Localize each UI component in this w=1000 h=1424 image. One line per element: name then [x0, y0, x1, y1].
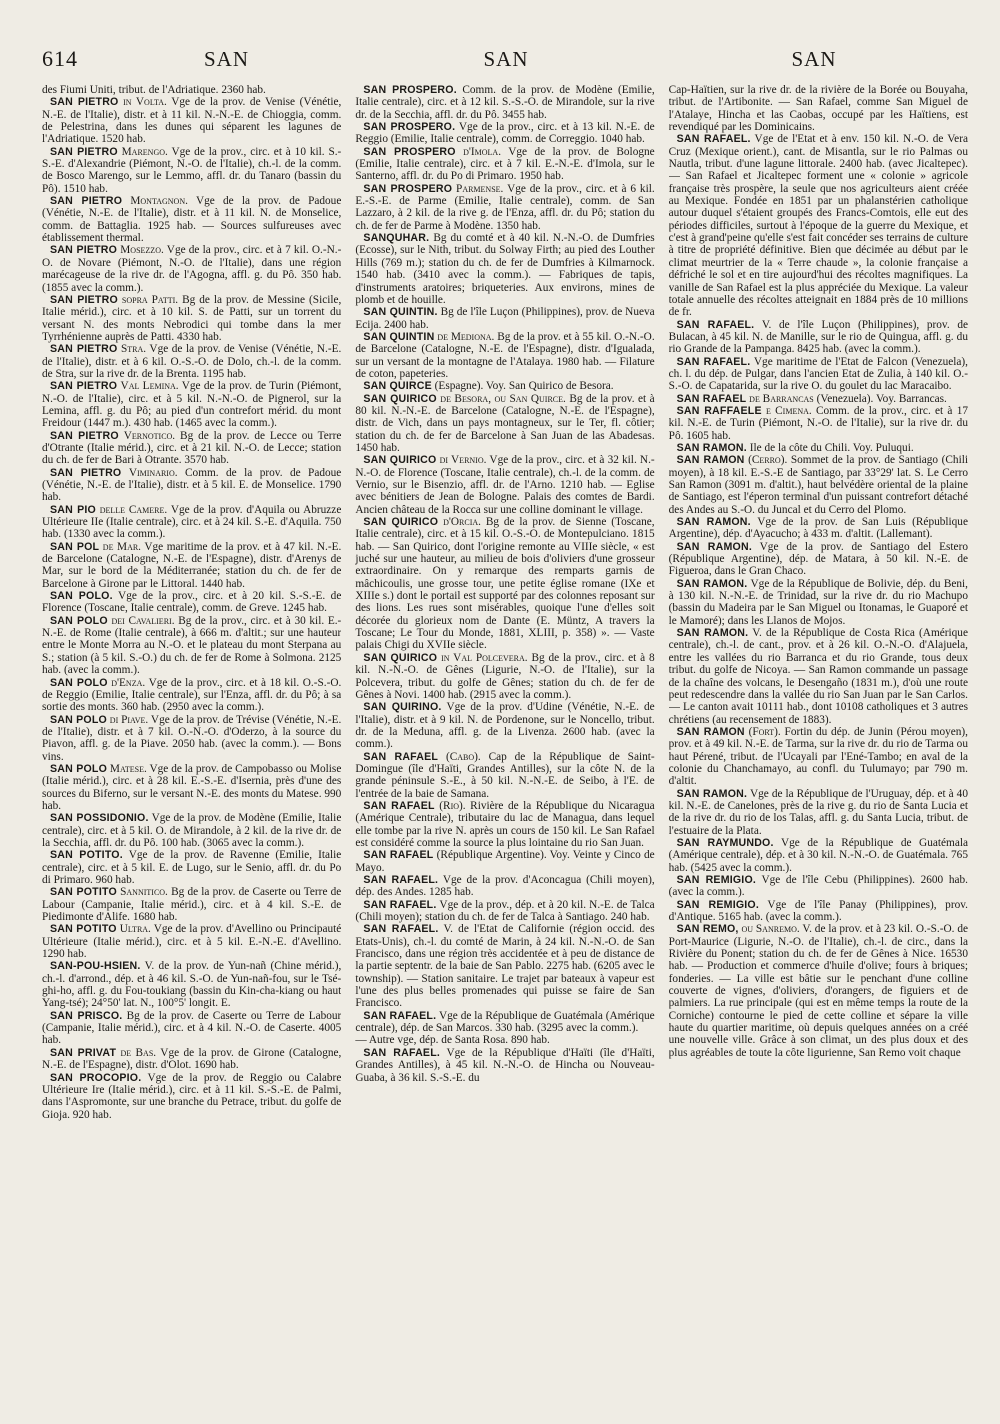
dictionary-entry [669, 788, 968, 837]
entry-subheading: d'Imola. [463, 145, 502, 158]
entry-headword: SAN RAFAEL. [363, 923, 439, 936]
entry-text: Vge de la prov. de Modène (Emilie, Italie centrale), circ. et à 5 kil. O. de Mirandole, à 2 kil. de la rive dr. de la Secchia, affl. dr. du Pô. 100 hab. (3065 avec la comm.). [42, 812, 342, 849]
entry-headword: SAN POLO. [50, 590, 113, 603]
dictionary-entry [669, 726, 968, 788]
entry-subheading: (Rio). [439, 799, 466, 812]
dictionary-entry [355, 899, 654, 924]
entry-subheading: dei Cavalieri. [111, 614, 175, 627]
entry-headword: SAN PIETRO [50, 96, 119, 109]
entry-headword: SAN PROSPERO. [363, 84, 457, 96]
entry-subheading: Marengo. [121, 145, 168, 158]
entry-text: Fortin du dép. de Junin (Pérou moyen), prov. et à 49 kil. N.-E. de Tarma, sur la rive dr. du rio de Tarma ou haut Pérené, tribut. de l'Ucayali par l'Ené-Tambo; en aval de la colonie du Chanchamayo, au confl. du Tulumayo; par 790 m. d'altit. [668, 725, 968, 788]
entry-headword: SAN QUIRICO [363, 651, 438, 664]
entry-subheading: Parmense. [456, 182, 504, 195]
entry-headword: SAN POLO [50, 713, 107, 726]
entry-text: Comm. de la prov. de Padoue (Vénétie, N.-E. de l'Italie), distr. et à 5 kil. E. de Monselice. 1790 hab. [42, 466, 342, 504]
dictionary-entry [355, 146, 654, 183]
dictionary-entry [355, 874, 654, 899]
dictionary-entry [42, 960, 341, 1009]
entry-headword: SAN PIETRO [50, 380, 118, 393]
dictionary-entry [669, 874, 968, 899]
entry-text: Vge de la prov. de San Luis (République Argentine), dép. d'Ayacucho; à 433 m. d'altit. (Lallemant). [668, 516, 968, 541]
entry-text: Bg du comté et à 40 kil. N.-N.-O. de Dumfries (Ecosse), sur le Nith, tribut. du Solway Firth; au pied des Louther Hills (769 m.); station du ch. de fer de Dumfries à Kilmarnock. 1540 hab. (3410 avec la comm.). — Fabriques de tapis, d'instruments aratoires; briqueteries. Aux environs, mines de plomb et de houille. [355, 232, 655, 306]
entry-headword: SAN-POU-HSIEN. [50, 960, 141, 973]
entry-headword: SAN RAMON [676, 454, 745, 467]
entry-headword: SAN REMIGIO. [676, 874, 757, 886]
entry-headword: SAN PIETRO [50, 145, 118, 158]
dictionary-entry [355, 183, 654, 232]
dictionary-entry [355, 1034, 654, 1046]
entry-headword: SAN PIETRO [50, 293, 118, 306]
entry-text: Bg de la prov. de Lecce ou Terre d'Otrante (Italie mérid.), circ. et à 21 kil. N.-O. de Lecce; station du ch. de fer de Bari à Otrante. 3570 hab. [42, 429, 342, 467]
entry-text: Bg de l'île Luçon (Philippines), prov. de Nueva Ecija. 2400 hab. [355, 306, 655, 331]
entry-headword: SAN RAMON. [676, 577, 748, 590]
entry-headword: SAN PIETRO [50, 195, 123, 208]
entry-text: (République Argentine). Voy. Veinte y Cinco de Mayo. [355, 849, 655, 874]
dictionary-entry [355, 393, 654, 455]
entry-headword: SAN RAFFAELE [676, 404, 762, 417]
entry-text: Vge de la prov. d'Aquila ou Abruzze Ultérieure IIe (Italie centrale), circ. et à 24 kil. S.-E. d'Aquila. 750 hab. (1330 avec la comm.). [42, 503, 342, 541]
entry-headword: SAN POLO [50, 676, 108, 689]
entry-text: des Fiumi Uniti, tribut. de l'Adriatique. 2360 hab. [42, 84, 266, 96]
entry-text: Vge maritime de la prov. et à 47 kil. N.-E. de Barcelone (Catalogne, N.-E. de l'Espagne), distr. d'Arenys de Mar, sur le bord de la Méditerranée; station du ch. de fer de Barcelone à Girone par le Littoral. 1440 hab. [42, 540, 342, 590]
entry-text: — Autre vge, dép. de Santa Rosa. 890 hab. [355, 1034, 550, 1047]
entry-text: Vge de la République de Guatémala (Amérique centrale), dép. et à 30 kil. N.-N.-O. de Guatémala. 765 hab. (5425 avec la comm.). [668, 836, 968, 874]
entry-text: Vge de la prov., dép. et à 20 kil. N.-E. de Talca (Chili moyen); station du ch. de fer de Talca à Santiago. 240 hab. [355, 898, 655, 924]
entry-text: Bg de la prov., circ. et à 30 kil. E.-N.-E. de Rome (Italie centrale), à 666 m. d'altit.; sur une hauteur entre le Monte Morra au N.-O. et le plateau du mont Sterpana au S.; station (à 5 kil. S.-O.) du ch. de fer de Rome à Solmona. 2125 hab. (avec la comm.). [42, 614, 342, 677]
running-header [42, 34, 968, 72]
entry-headword: SAN RAMON. [676, 441, 747, 454]
entry-subheading: in Volta. [123, 96, 167, 109]
dictionary-entry [42, 763, 341, 812]
entry-text: Vge de la prov., circ. et à 20 kil. S.-S.-E. de Florence (Toscane, Italie centrale), comm. de Greve. 1245 hab. [42, 590, 342, 615]
entry-headword: SAN RAFAEL. [676, 318, 755, 331]
entry-text: Ile de la côte du Chili. Voy. Puluqui. [749, 441, 914, 454]
dictionary-entry [669, 84, 968, 133]
entry-subheading: ou Sanremo. [741, 923, 800, 936]
dictionary-entry [42, 849, 341, 886]
entry-headword: SAN QUINTIN. [363, 306, 438, 319]
dictionary-entry [42, 467, 341, 504]
dictionary-entry [669, 356, 968, 393]
dictionary-entry [42, 294, 341, 343]
dictionary-entry [42, 84, 341, 96]
entry-text: V. de l'île Luçon (Philippines), prov. de Bulacan, à 45 kil. N. de Manille, sur le rio de Quingua, affl. g. du rio Grande de la Pampanga. 8425 hab. (avec la comm.). [668, 318, 968, 356]
entry-text: Vge de la prov. de Trévise (Vénétie, N.-E. de l'Italie), distr. et à 7 kil. O.-N.-O. d'Oderzo, à la source du Piavon, affl. g. de la Piave. 2050 hab. (avec la comm.). — Bons vins. [42, 713, 342, 763]
entry-text: Vge de la prov. de Turin (Piémont, N.-O. de l'Italie), circ. et à 5 kil. N.-N.-O. de Pignerol, sur la Lemina, affl. g. du Pô; au pied d'un contrefort mérid. du mont Freidour (1447 m.). 430 hab. (1465 avec la comm.). [42, 380, 342, 430]
entry-headword: SAN RAMON. [676, 627, 749, 640]
entry-headword: SAN QUIRINO. [363, 701, 442, 714]
entry-subheading: d'Orcia. [443, 516, 481, 529]
entry-text: Vge de la prov. d'Avellino ou Principauté Ultérieure (Italie mérid.), circ. et à 5 kil. E.-N.-E. d'Avellino. 1290 hab. [42, 923, 342, 961]
dictionary-entry [355, 800, 654, 849]
entry-text: Bg de la prov. de Messine (Sicile, Italie mérid.), circ. et à 10 kil. S. de Patti, sur un torrent du versant N. des monts Nebrodici qui tombe dans la mer Tyrrhénienne auprès de Patti. 4330 hab. [42, 293, 342, 343]
dictionary-entry [669, 319, 968, 356]
entry-text: Vge de la prov. de Girone (Catalogne, N.-E. de l'Espagne), distr. d'Olot. 1690 hab. [42, 1046, 342, 1072]
page-number: 614 [42, 46, 78, 71]
dictionary-entry [355, 232, 654, 306]
entry-headword: SAN RAYMUNDO. [676, 836, 774, 849]
entry-headword: SAN POL [50, 540, 100, 553]
entry-headword: SAN PIETRO [50, 466, 122, 479]
entry-text: Vge de la République d'Haïti (île d'Haïti, Grandes Antilles), à 45 kil. N.-N.-O. de Hincha ou Nouveau-Guaba, à 36 kil. S.-S.-E. du [355, 1046, 655, 1084]
entry-subheading: di Vernio. [439, 454, 487, 467]
text-columns [42, 84, 968, 1121]
entry-text: Comm. de la prov., circ. et à 17 kil. N.-E. de Turin (Piémont, N.-O. de l'Italie), sur la rive dr. du Pô. 1605 hab. [668, 404, 968, 442]
dictionary-entry [355, 701, 654, 750]
entry-text: Vge de la République de l'Uruguay, dép. et à 40 kil. N.-E. de Canelones, près de la rive g. du rio de Santa Lucia et de la rive dr. du rio de los Talas, affl. g. du Santa Lucia, tribut. de l'estuaire de la Plata. [668, 787, 968, 837]
dictionary-entry [669, 923, 968, 1059]
entry-subheading: di Piave. [109, 713, 149, 726]
entry-headword: SAN PROCOPIO. [50, 1071, 142, 1084]
entry-headword: SAN RAFAEL. [676, 133, 751, 146]
dictionary-entry [42, 380, 341, 429]
entry-text: V. de la République de Costa Rica (Amérique centrale), ch.-l. de cant., prov. et à 26 kil. O.-N.-O. d'Alajuela, entre les vallées du rio Barranca et du rio Grande, tous deux tribut. du golfe de Nicoya. — San Ramon commande un passage de la chaîne des volcans, le Desengaño (1831 m.), d'où une route peut redescendre dans la vallée du rio San Juan par le San Carlos. — Le canton avait 10111 hab., dont 10108 catholiques et 3 autres chrétiens (au recensement de 1883). [668, 627, 968, 726]
dictionary-entry [669, 393, 968, 405]
entry-headword: SAN RAFAEL. [363, 1046, 441, 1059]
entry-headword: SAN POSSIDONIO. [50, 812, 149, 825]
entry-headword: SAN POLO [50, 614, 108, 627]
entry-subheading: Mosezzo. [120, 244, 164, 257]
dictionary-entry [42, 615, 341, 677]
entry-text: Vge de la République de Bolivie, dép. du Beni, à 130 kil. N.-N.-E. de Trinidad, sur la rive dr. du rio Machupo (bassin du Madeira par le San Miguel ou Itonamas, le Guaporé et le Mamoré); dans les Llanos de Mojos. [668, 577, 968, 627]
entry-subheading: Matese. [109, 762, 147, 775]
dictionary-entry [42, 677, 341, 714]
entry-headword: SAN QUIRICO [363, 454, 437, 467]
entry-subheading: (Cerro). [748, 454, 788, 467]
dictionary-entry [355, 454, 654, 516]
entry-subheading: e Cimena. [765, 404, 812, 417]
entry-text: Bg de la prov. et à 55 kil. O.-N.-O. de Barcelone (Catalogne, N.-E. de l'Espagne), distr. d'Igualada, sur un versant de la montagne de l'Atalaya. 1980 hab. — Filature de coton, papeteries. [355, 330, 655, 380]
dictionary-entry [42, 504, 341, 541]
column-left [42, 84, 341, 1121]
entry-headword: SAN PRISCO. [50, 1009, 123, 1022]
dictionary-entry [669, 516, 968, 541]
entry-headword: SAN PIO [50, 503, 96, 516]
dictionary-entry [42, 244, 341, 293]
entry-text: Cap de la République de Saint-Domingue (île d'Haïti, Grandes Antilles), sur la côte N. de la grande péninsule S.-E., à 50 kil. N.-N.-E. de Seibo, à l'E. de l'entrée de la baie de Samana. [355, 750, 655, 800]
entry-text: Vge de la prov., circ. et à 32 kil. N.-N.-O. de Florence (Toscane, Italie centrale), ch.-l. de la comm. de Vernio, sur le Bisenzio, affl. dr. de l'Arno. 1210 hab. — Eglise avec bénitiers de Jean de Bologne. Palais des comtes de Bardi. Ancien château de la Rocca sur une colline dominant le village. [355, 454, 655, 516]
dictionary-entry [42, 886, 341, 923]
dictionary-entry [669, 541, 968, 578]
entry-text: Bg de la prov. de Caserte ou Terre de Labour (Campanie, Italie mérid.), circ. et à 4 kil. S.-E. de Piedimonte d'Alife. 1680 hab. [42, 886, 342, 924]
running-head-left: SAN [204, 47, 250, 71]
entry-text: Vge de la prov., circ. et à 10 kil. S.-S.-E. d'Alexandrie (Piémont, N.-O. de l'Italie), ch.-l. de la comm. de Bosco Marengo, sur le Lemmo, affl. dr. du Tanaro (bassin du Pô). 1510 hab. [42, 145, 342, 195]
entry-text: Bg de la prov. de Sienne (Toscane, Italie centrale), circ. et à 15 kil. O.-S.-O. de Montepulciano. 1815 hab. — San Quirico, dont l'origine remonte au VIIIe siècle, « est juché sur une hauteur, au milieu de bois d'oliviers d'une grosseur extraordinaire. On y remarque des remparts garnis de mâchicoulis, une grosse tour, une petite église romane (IXe et XIIIe s.) dont le portail est supporté par des colonnes reposant sur des lions. Les rues sont misérables, quoique l'une d'elles soit décorée du glorieux nom de Dante (E. Müntz, A travers la Toscane; Le Tour du Monde, 1881, XLIII, p. 358) ». — Vaste palais Chigi du XVIIe siècle. [355, 516, 655, 652]
entry-text: Comm. de la prov. de Modène (Emilie, Italie centrale), circ. et à 12 kil. S.-S.-O. de Mirandole, sur la rive dr. de la Secchia, affl. dr. du Pô. 3455 hab. [355, 84, 655, 121]
entry-subheading: in Val Polcevera. [441, 651, 528, 664]
dictionary-entry [355, 923, 654, 1009]
dictionary-entry [669, 405, 968, 442]
dictionary-entry [42, 923, 341, 960]
dictionary-entry [355, 84, 654, 121]
entry-headword: SAN POTITO. [50, 849, 123, 862]
entry-subheading: Montagnon. [130, 195, 188, 208]
entry-text: Vge de la prov. de Bologne (Emilie, Italie centrale), circ. et à 7 kil. E.-N.-E. d'Imola, sur le Santerno, affl. dr. du Po di Primaro. 1950 hab. [355, 145, 655, 183]
entry-subheading: sopra Patti. [121, 293, 179, 306]
entry-subheading: de Bas. [120, 1046, 157, 1059]
running-head-right: SAN [791, 47, 837, 71]
dictionary-entry [669, 837, 968, 874]
entry-subheading: (Cabo). [445, 750, 481, 763]
column-right [669, 84, 968, 1121]
entry-subheading: Stra. [120, 343, 147, 356]
entry-headword: SAN POTITO [50, 886, 117, 899]
entry-text: Vge de la prov. de Venise (Vénétie, N.-E. de l'Italie), distr. et à 11 kil. N.-N.-E. de Chioggia, comm. de Pelestrina, dans les dunes qui séparent les lagunes de l'Adriatique. 1520 hab. [42, 96, 342, 146]
entry-headword: SAN RAFAEL. [363, 1009, 437, 1022]
entry-text: Rivière de la République du Nicaragua (Amérique Centrale), tributaire du lac de Managua, dans lequel elle tombe par la rive N. après un cours de 150 kil. Le San Rafael est considéré comme la source la plus lointaine du rio San Juan. [355, 799, 655, 849]
entry-text: Vge de la prov. de Campobasso ou Molise (Italie mérid.), circ. et à 28 kil. E.-S.-E. d'Isernia, près d'une des sources du Biferno, sur le versant N.-E. des monts du Matese. 990 hab. [42, 762, 342, 812]
entry-text: Vge de la prov., circ. et à 18 kil. O.-S.-O. de Reggio (Emilie, Italie centrale), sur l'Enza, affl. dr. du Pô; à sa sortie des monts. 360 hab. (2950 avec la comm.). [42, 676, 342, 714]
dictionary-entry [669, 899, 968, 924]
dictionary-entry [42, 1047, 341, 1072]
dictionary-entry [355, 849, 654, 874]
entry-text: Vge de l'Etat et à env. 150 kil. N.-O. de Vera Cruz (Mexique orient.), cant. de Misantla, sur le rio Palmas ou Nautla, tribut. d'une lagune littorale. 2400 hab. (avec Jicaltepec). — San Rafael et Jicaltepec forment une « colonie » agricole française très prospère, la seule que nos agriculteurs aient créée au Mexique. Fondée en 1851 par un phalanstérien catholique autour duquel s'étaient groupés des Francs-Comtois, elle eut des périodes difficiles, surtout à l'époque de la guerre du Mexique, et c'est à grand'peine qu'elle s'est fait concéder ses terrains de culture à titre de propriété définitive. Bien que décimée au début par le climat meurtrier de la « Terre chaude », la colonie française a défriché le sol et en tire aujourd'hui des récoltes magnifiques. La vanille de San Rafael est la plus appréciée du Mexique. La valeur totale annuelle des récoltes atteignait en 1884 près de 10 millions de fr. [668, 133, 968, 319]
dictionary-entry [42, 1010, 341, 1047]
entry-text: Cap-Haïtien, sur la rive dr. de la rivière de la Borée ou Bouyaha, tribut. de l'Artibonite. — San Rafael, comme San Miguel de l'Atalaye, Hincha et las Caobas, occupé par les Haïtiens, est revendiqué par les Dominicains. [668, 84, 968, 134]
entry-headword: SAN PIETRO [50, 244, 118, 257]
dictionary-entry [355, 121, 654, 146]
entry-subheading: Viminario. [128, 466, 178, 479]
entry-headword: SAN RAFAEL [363, 799, 435, 812]
entry-subheading: (Fort). [748, 725, 781, 738]
entry-text: Vge maritime de l'Etat de Falcon (Venezuela), ch. l. du dép. de Pulgar, dans l'ancien Etat de Zulia, à 140 kil. O.-S.-O. de Capatarida, sur la rive O. du goulet du lac Maracaibo. [668, 355, 968, 393]
entry-headword: SAN REMIGIO. [676, 898, 759, 911]
entry-text: (Espagne). Voy. San Quirico de Besora. [434, 380, 614, 393]
dictionary-entry [355, 306, 654, 331]
entry-headword: SAN PIETRO [50, 429, 119, 442]
running-head-center: SAN [483, 47, 529, 71]
entry-text: Vge de la prov., circ. et à 13 kil. N.-E. de Reggio (Emilie, Italie centrale), comm. de Correggio. 1040 hab. [355, 121, 655, 146]
entry-headword: SAN RAFAEL [676, 392, 747, 405]
entry-headword: SAN RAFAEL [363, 750, 439, 763]
entry-headword: SAN QUIRICO [363, 516, 439, 529]
entry-headword: SAN PROSPERO [363, 182, 453, 195]
entry-headword: SAN RAMON. [676, 540, 752, 553]
dictionary-entry [42, 146, 341, 195]
dictionary-entry [355, 1010, 654, 1035]
dictionary-entry [42, 714, 341, 763]
dictionary-entry [355, 516, 654, 652]
dictionary-entry [355, 751, 654, 800]
entry-headword: SAN RAMON. [676, 516, 751, 529]
entry-text: Vge de la prov. de Santiago del Estero (République Argentine), dép. de Matara, à 50 kil. N.-E. de Figueroa, dans le Gran Chaco. [668, 540, 968, 578]
dictionary-entry [669, 454, 968, 516]
column-middle [355, 84, 654, 1121]
entry-headword: SAN PROSPERO. [363, 121, 456, 134]
entry-subheading: Ultra. [119, 923, 151, 936]
entry-subheading: delle Camere. [99, 503, 168, 516]
dictionary-entry [42, 590, 341, 615]
dictionary-entry [42, 430, 341, 467]
entry-subheading: de Mediona. [437, 330, 495, 343]
entry-headword: SAN REMO, [676, 923, 739, 936]
entry-headword: SAN RAMON. [676, 787, 748, 800]
entry-text: Bg de la prov., circ. et à 8 kil. N.-N.-O. de Gênes (Ligurie, N.-O. de l'Italie), sur la Polcevera, tribut. du golfe de Gênes; station du ch. de fer de Gênes à Novi. 1400 hab. (2915 avec la comm.). [355, 651, 655, 701]
entry-headword: SAN RAFAEL. [676, 355, 751, 368]
dictionary-entry [669, 442, 968, 454]
entry-text: Vge de l'île Panay (Philippines), prov. d'Antique. 5165 hab. (avec la comm.). [668, 898, 968, 924]
entry-text: Bg de la prov. de Caserte ou Terre de Labour (Campanie, Italie mérid.), circ. et à 4 kil. N.-O. de Caserte. 4005 hab. [42, 1009, 342, 1047]
entry-subheading: d'Enza. [111, 676, 146, 689]
entry-headword: SAN PIETRO [50, 343, 118, 356]
entry-text: V. de l'Etat de Californie (région occid. des Etats-Unis), ch.-l. du comté de Marin, à 24 kil. N.-N.-O. de San Francisco, dans une région très accidentée et à peu de distance de la partie septentr. de la baie de San Pablo. 2275 hab. (6205 avec le township). — Station sanitaire. Le trajet par bateaux à vapeur est l'une des plus belles promenades qui puisse se faire de San Francisco. [355, 923, 655, 1010]
entry-text: Vge de la prov. de Reggio ou Calabre Ultérieure Ire (Italie mérid.), circ. et à 11 kil. S.-S.-E. de Palmi, dans l'Aspromonte, sur une branche du Petrace, tribut. du golfe de Gioja. 920 hab. [42, 1071, 342, 1121]
dictionary-entry [355, 331, 654, 380]
entry-text: V. de la prov. et à 23 kil. O.-S.-O. de Port-Maurice (Ligurie, N.-O. de l'Italie), ch.-l. de circ., dans la Rivière du Ponent; station du ch. de fer de Gênes à Nice. 16530 hab. — Production et commerce d'huile d'olive; fours à briques; fonderies. — La ville est bâtie sur le penchant d'une colline couverte de vignes, d'oliviers, d'orangers, de figuiers et de palmiers. La rue principale (qui est en même temps la route de la Corniche) contourne le pied de cette colline et sépare la ville haute du quartier maritime, où depuis quelques années on a créé une nouvelle ville. Grâce à son climat, un des plus doux et des plus agréables de toute la côte ligurienne, San Remo voit chaque [668, 923, 968, 1059]
entry-headword: SAN RAFAEL [363, 849, 434, 862]
entry-text: Bg de la prov. et à 80 kil. N.-N.-E. de Barcelone (Catalogne, N.-E. de l'Espagne), distr. de Vich, dans un pays montagneux, sur le Ter, fl. côtier; station du ch. de fer de Barcelone à San Juan de las Abadesas. 1450 hab. [355, 392, 655, 454]
entry-headword: SAN QUINTIN [363, 330, 435, 343]
entry-headword: SAN PROSPERO [363, 145, 456, 158]
dictionary-entry [42, 195, 341, 244]
entry-text: Sommet de la prov. de Santiago (Chili moyen), à 18 kil. E.-S.-E de Santiago, par 33°29' lat. S. Le Cerro San Ramon (3091 m. d'altit.), haut belvédère oriental de la plaine de Santiago, est l'éperon terminal d'un puissant contrefort détaché des Andes au S.-O. du Juncal et du Cerro del Plomo. [668, 454, 968, 516]
entry-headword: SAN POLO [50, 762, 108, 775]
entry-headword: SAN POTITO [50, 923, 117, 936]
entry-subheading: Sannitico. [120, 886, 168, 899]
dictionary-entry [355, 1047, 654, 1084]
entry-subheading: Vernotico. [123, 429, 176, 442]
entry-headword: SAN PRIVAT [50, 1046, 117, 1059]
entry-headword: SAN RAFAEL. [363, 874, 439, 886]
entry-text: V. de la prov. de Yun-nañ (Chine mérid.), ch.-l. d'arrond., dép. et à 46 kil. S.-O. de Yun-nañ-fou, sur le Tsé-ghi-ho, affl. g. du Fou-toukiang (bassin du Kin-cha-kiang ou haut Yang-tsé); 24°50' lat. N., 100°5' longit. E. [42, 960, 342, 1010]
entry-text: Vge de la prov., circ. et à 6 kil. E.-S.-E. de Parme (Emilie, Italie centrale), comm. de San Lazzaro, à 2 kil. de la rive g. de l'Enza, affl. dr. du Pô; station du ch. de fer de Parme à Modène. 1350 hab. [355, 182, 655, 232]
entry-text: (Venezuela). Voy. Barrancas. [816, 392, 947, 405]
entry-headword: SANQUHAR. [363, 232, 430, 245]
dictionary-entry [669, 133, 968, 318]
entry-text: Vge de la prov. de Venise (Vénétie, N.-E. de l'Italie), distr. et à 6 kil. O.-S.-O. de Dolo, ch.-l. de la comm. de Stra, sur la rive dr. de la Brenta. 1195 hab. [42, 343, 342, 380]
dictionary-entry [355, 380, 654, 392]
entry-text: Vge de l'île Cebu (Philippines). 2600 hab. (avec la comm.). [668, 874, 968, 899]
entry-text: Vge de la prov. de Padoue (Vénétie, N.-E. de l'Italie), distr. et à 11 kil. N. de Monselice, comm. de Battaglia. 1925 hab. — Sources sulfureuses avec établissement thermal. [42, 195, 342, 245]
entry-text: Vge de la prov., circ. et à 7 kil. O.-N.-O. de Novare (Piémont, N.-O. de l'Italie), dans une région marécageuse de la rive dr. de l'Agogna, affl. g. du Pô. 350 hab. (1855 avec la comm.). [42, 244, 342, 294]
dictionary-entry [42, 343, 341, 380]
entry-subheading: de Mar. [102, 540, 142, 553]
entry-headword: SAN QUIRICO [363, 392, 437, 405]
entry-text: Vge de la prov. de Ravenne (Emilie, Italie centrale), circ. et à 5 kil. E. de Lugo, sur le Senio, affl. dr. du Po di Primaro. 960 hab. [42, 849, 342, 886]
entry-subheading: de Barrancas [749, 392, 814, 405]
entry-subheading: de Besora, ou San Quirce. [440, 392, 566, 405]
entry-text: Vge de la prov. d'Aconcagua (Chili moyen), dép. des Andes. 1285 hab. [355, 874, 655, 899]
dictionary-entry [42, 1072, 341, 1121]
entry-text: Vge de la République de Guatémala (Amérique centrale), dép. de San Marcos. 330 hab. (3295 avec la comm.). [355, 1009, 655, 1035]
entry-subheading: Val Lemina. [120, 380, 179, 393]
entry-headword: SAN RAMON [676, 725, 745, 738]
dictionary-entry [669, 627, 968, 726]
dictionary-entry [355, 652, 654, 701]
dictionary-entry [42, 96, 341, 145]
dictionary-entry [42, 812, 341, 849]
entry-text: Vge de la prov. d'Udine (Vénétie, N.-E. de l'Italie), distr. et à 9 kil. N. de Pordenone, sur le Noncello, tribut. dr. de la Meduna, affl. g. de la Livenza. 2600 hab. (avec la comm.). [355, 701, 655, 751]
dictionary-entry [669, 578, 968, 627]
entry-headword: SAN QUIRCE [363, 380, 432, 393]
entry-headword: SAN RAFAEL. [363, 898, 437, 911]
dictionary-entry [42, 541, 341, 590]
